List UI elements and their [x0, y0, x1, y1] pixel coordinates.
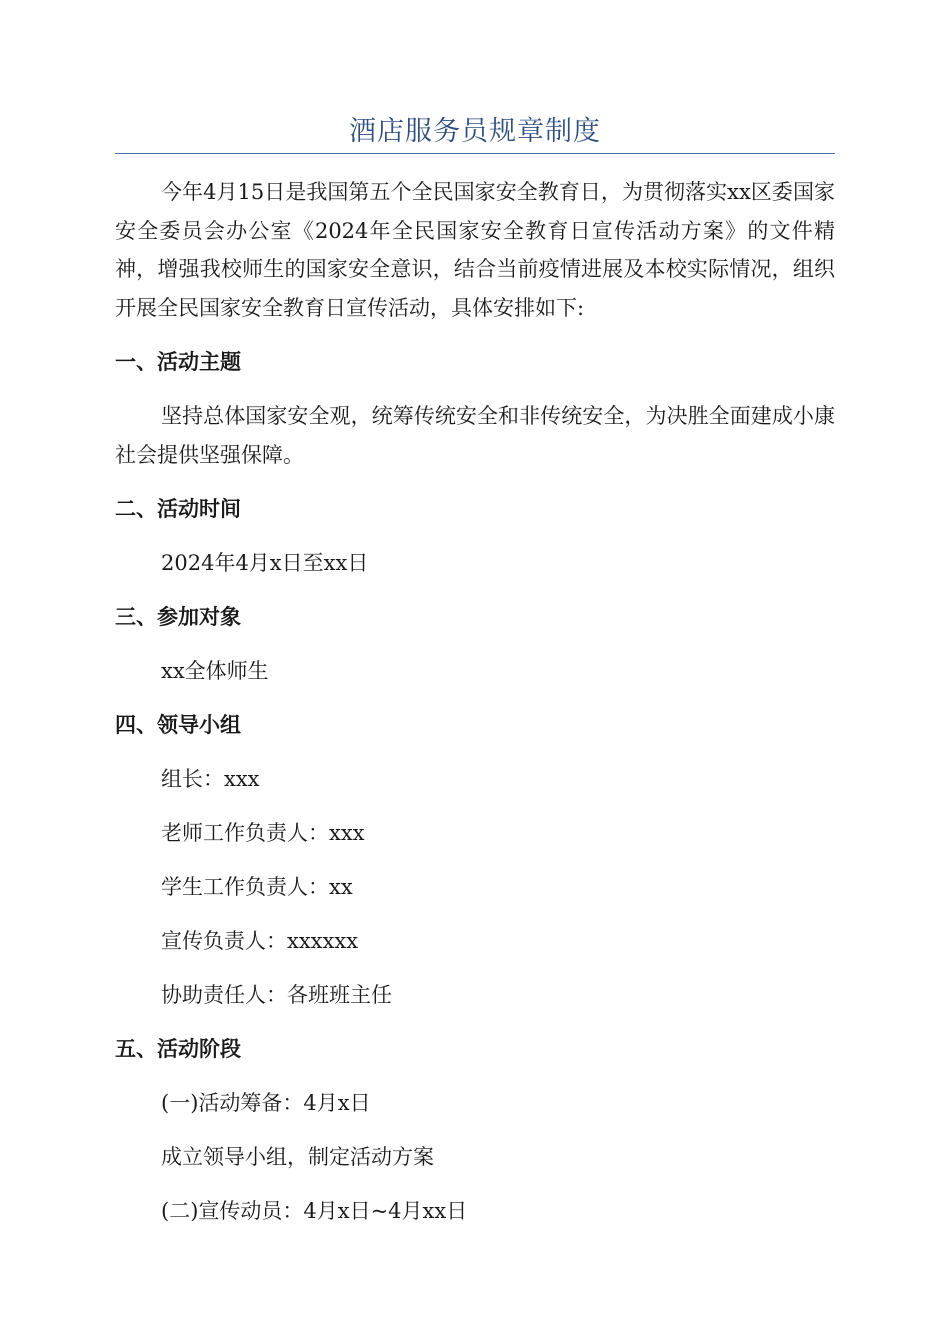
section-heading-participants: 三、参加对象 [115, 605, 241, 629]
intro-paragraph: 今年4月15日是我国第五个全民国家安全教育日，为贯彻落实xx区委国家安全委员会办公室《2024年全民国家安全教育日宣传活动方案》的文件精神，增强我校师生的国家安全意识，结合当前疫情进展及本校实际情况，组织开展全民国家安全教育日宣传活动，具体安排如下: [115, 180, 835, 320]
document-body [115, 173, 835, 1230]
student-lead-line: 学生工作负责人：xx [161, 875, 353, 899]
document-title: 酒店服务员规章制度 [349, 116, 601, 147]
section-heading-stages: 五、活动阶段 [115, 1037, 241, 1061]
title-underline [115, 153, 835, 154]
section-heading-theme: 一、活动主题 [115, 350, 241, 374]
stage-line-mobilize: (二)宣传动员：4月x日~4月xx日 [161, 1199, 468, 1223]
teacher-lead-line: 老师工作负责人：xxx [161, 821, 365, 845]
section-body-theme: 坚持总体国家安全观，统筹传统安全和非传统安全，为决胜全面建成小康社会提供坚强保障。 [115, 404, 835, 467]
publicity-lead-line: 宣传负责人：xxxxxx [161, 929, 359, 953]
section-heading-time: 二、活动时间 [115, 497, 241, 521]
leader-line: 组长：xxx [161, 767, 260, 791]
section-heading-leadership: 四、领导小组 [115, 713, 241, 737]
assistant-lead-line: 协助责任人：各班班主任 [161, 983, 392, 1007]
section-line-participants: xx全体师生 [161, 659, 269, 683]
stage-line-prep: (一)活动筹备：4月x日 [161, 1091, 371, 1115]
stage-line-prep-detail: 成立领导小组，制定活动方案 [161, 1145, 434, 1169]
section-line-time: 2024年4月x日至xx日 [161, 551, 369, 575]
